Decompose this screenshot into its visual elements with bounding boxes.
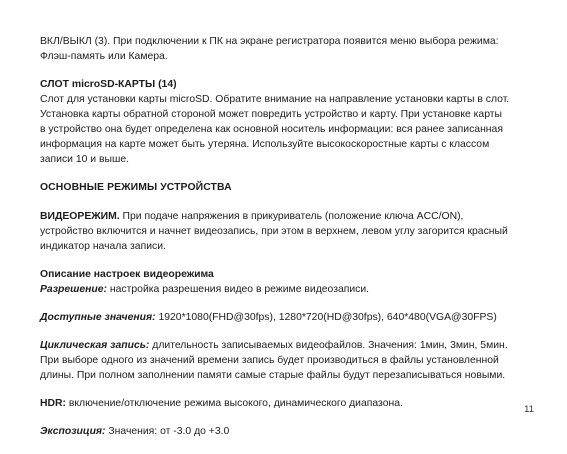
loop-label: Циклическая запись: <box>40 340 150 351</box>
video-mode-line-3: индикатор начала записи. <box>40 241 166 252</box>
manual-page <box>40 34 540 452</box>
exposure-text: Значения: от -3.0 до +3.0 <box>105 426 230 437</box>
video-mode-line-1 <box>40 209 540 224</box>
loop-line-1 <box>40 338 540 353</box>
loop-line-1-text: длительность записываемых видеофайлов. Значения: 1мин, 3мин, 5мин. <box>149 340 508 351</box>
modes-heading: ОСНОВНЫЕ РЕЖИМЫ УСТРОЙСТВА <box>40 182 232 193</box>
values-text: 1920*1080(FHD@30fps), 1280*720(HD@30fps), 640*480(VGA@30FPS) <box>155 312 497 323</box>
exposure-label: Экспозиция: <box>40 426 106 437</box>
slot-line-1: Слот для установки карты microSD. Обратите внимание на направление установки карты в слот. <box>40 94 510 105</box>
loop-paragraph <box>40 338 540 383</box>
values-line <box>40 310 540 325</box>
values-label: Доступные значения: <box>40 312 156 323</box>
slot-heading: СЛОТ microSD-КАРТЫ (14) <box>40 79 177 90</box>
slot-line-5: записи 10 и выше. <box>40 154 129 165</box>
settings-heading: Описание настроек видеорежима <box>40 269 214 280</box>
page-number: 11 <box>524 404 534 415</box>
intro-paragraph <box>40 34 540 64</box>
intro-line-2: Флэш-память или Камера. <box>40 51 168 62</box>
exposure-line <box>40 424 540 439</box>
video-mode-label: ВИДЕОРЕЖИМ. <box>40 211 120 222</box>
resolution-line <box>40 282 540 297</box>
hdr-paragraph <box>40 396 540 411</box>
hdr-label: HDR: <box>40 398 66 409</box>
values-paragraph <box>40 310 540 325</box>
exposure-paragraph <box>40 424 540 439</box>
hdr-text: включение/отключение режима высокого, динамического диапазона. <box>65 398 403 409</box>
resolution-text: настройка разрешения видео в режиме видеозаписи. <box>107 284 370 295</box>
video-mode-line-1-text: При подаче напряжения в прикуриватель (положение ключа ACC/ON), <box>119 211 464 222</box>
loop-line-2: При выборе одного из значений времени запись будет производиться в файлы установленной <box>40 355 499 366</box>
slot-line-3: в устройство она будет определена как основной носитель информации: вся ранее записанная <box>40 124 503 135</box>
settings-intro <box>40 267 540 297</box>
slot-line-4: информация на карте может быть утеряна. Используйте высокоскоростные карты с классом <box>40 139 490 150</box>
hdr-line <box>40 396 540 411</box>
video-mode-paragraph <box>40 209 540 254</box>
intro-line-1: ВКЛ/ВЫКЛ (3). При подключении к ПК на экране регистратора появится меню выбора режима: <box>40 36 499 47</box>
slot-line-2: Установка карты обратной стороной может повредить устройство и карту. При установке карты <box>40 109 502 120</box>
loop-line-3: длины. При полном заполнении памяти самые старые файлы будут перезаписываться новыми. <box>40 370 506 381</box>
resolution-label: Разрешение: <box>40 284 108 295</box>
video-mode-line-2: устройство включится и начнет видеозапись, при этом в верхнем, левом углу загорится красный <box>40 226 508 237</box>
slot-section <box>40 77 540 167</box>
